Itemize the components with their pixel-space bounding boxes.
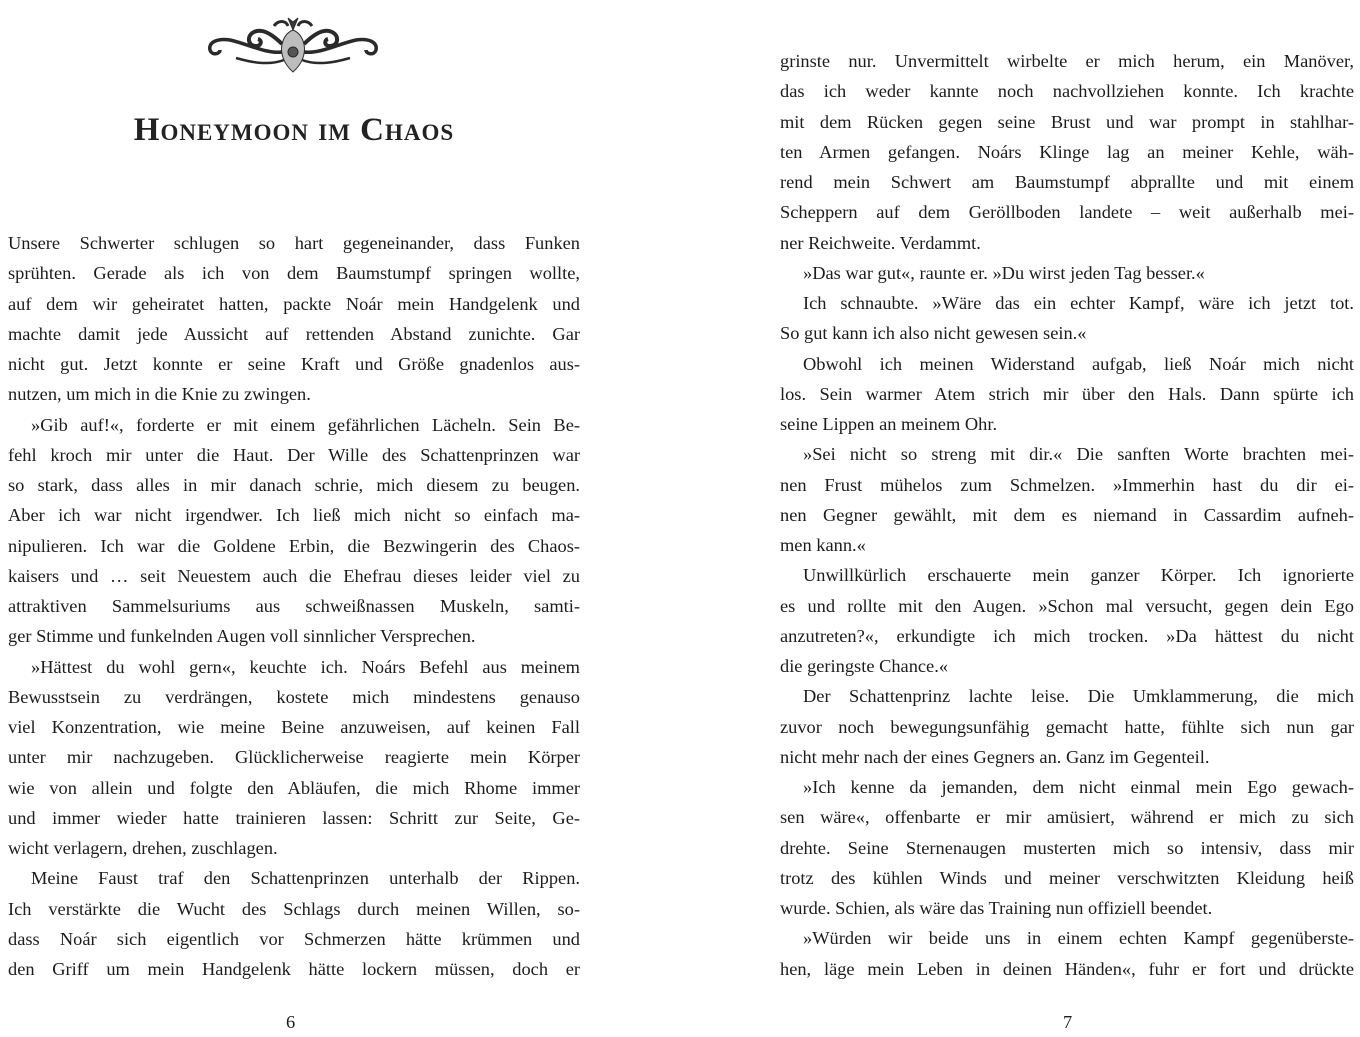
text-line: Scheppern auf dem Geröllboden landete – weit außerhalb mei- xyxy=(780,202,1354,223)
page-number: 7 xyxy=(1063,1012,1073,1032)
text-line: wicht verlagern, drehen, zuschlagen. xyxy=(8,838,278,858)
text-line: anzutreten?«, erkundigte ich mich trocken. »Da hättest du nicht xyxy=(780,625,1354,646)
text-line: dass Noár sich eigentlich vor Schmerzen hätte krümmen und xyxy=(8,928,580,949)
text-line: so stark, dass alles in mir danach schrie, mich diesem zu beugen. xyxy=(8,475,580,495)
text-line: drehte. Seine Sternenaugen musterten mich so intensiv, dass mir xyxy=(780,837,1354,858)
text-line: nipulieren. Ich war die Goldene Erbin, die Bezwingerin des Chaos- xyxy=(8,535,580,556)
text-line: nen Frust mühelos zum Schmelzen. »Immerhin hast du dir ei- xyxy=(780,474,1354,495)
text-line: machte damit jede Aussicht auf rettenden Abstand zunichte. Gar xyxy=(8,323,580,344)
text-line: sprühten. Gerade als ich von dem Baumstumpf springen wollte, xyxy=(8,263,580,284)
text-line: wurde. Schien, als wäre das Training nun offiziell beendet. xyxy=(780,898,1213,918)
text-line: nicht mehr nach der eines Gegners an. Ganz im Gegenteil. xyxy=(780,746,1210,767)
text-line: Unsere Schwerter schlugen so hart gegeneinander, dass Funken xyxy=(8,233,580,253)
text-line: die geringste Chance.« xyxy=(780,656,949,676)
text-line: »Ich kenne da jemanden, dem nicht einmal mein Ego gewach- xyxy=(803,777,1354,797)
text-line: es und rollte mit den Augen. »Schon mal versucht, gegen dein Ego xyxy=(780,595,1354,616)
left-body-text xyxy=(8,228,580,984)
text-line: So gut kann ich also nicht gewesen sein.« xyxy=(780,323,1087,344)
right-page xyxy=(680,0,1360,1037)
text-line: ner Reichweite. Verdammt. xyxy=(780,232,981,253)
ornament-icon xyxy=(188,14,398,78)
text-line: los. Sein warmer Atem strich mir über den Hals. Dann spürte ich xyxy=(780,383,1354,404)
text-line: »Gib auf!«, forderte er mit einem gefährlichen Lächeln. Sein Be- xyxy=(31,414,580,435)
text-line: wie von allein und folgte den Abläufen, die mich Rhome immer xyxy=(8,777,580,798)
text-line: trotz des kühlen Winds und meiner verschwitzten Kleidung heiß xyxy=(780,867,1354,888)
text-line: »Das war gut«, raunte er. »Du wirst jeden Tag besser.« xyxy=(803,262,1205,283)
text-line: Meine Faust traf den Schattenprinzen unterhalb der Rippen. xyxy=(31,868,580,889)
text-line: Aber ich war nicht irgendwer. Ich ließ mich nicht so einfach ma- xyxy=(8,505,580,526)
text-line: attraktiven Sammelsuriums aus schweißnassen Muskeln, samti- xyxy=(8,596,580,616)
text-line: hen, läge mein Leben in deinen Händen«, fuhr er fort und drückte xyxy=(780,958,1354,979)
text-line: Der Schattenprinz lachte leise. Die Umklammerung, die mich xyxy=(803,686,1354,707)
text-line: men kann.« xyxy=(780,535,866,555)
page-number: 6 xyxy=(286,1012,296,1032)
text-line: mit dem Rücken gegen seine Brust und war prompt in stahlhar- xyxy=(780,111,1354,132)
text-line: sen wäre«, offenbarte er mir amüsiert, während er mich zu sich xyxy=(780,807,1354,828)
text-line: nicht gut. Jetzt konnte er seine Kraft und Größe gnadenlos aus- xyxy=(8,354,580,374)
text-line: zuvor noch bewegungsunfähig gemacht hatte, fühlte sich nun gar xyxy=(780,716,1354,737)
text-line: seine Lippen an meinem Ohr. xyxy=(780,414,998,434)
text-line: ger Stimme und funkelnden Augen voll sinnlicher Versprechen. xyxy=(8,626,476,647)
text-line: ten Armen gefangen. Noárs Klinge lag an meiner Kehle, wäh- xyxy=(780,141,1354,162)
text-line: viel Konzentration, wie meine Beine anzuweisen, auf keinen Fall xyxy=(8,717,580,737)
text-line: das ich weder kannte noch nachvollziehen konnte. Ich krachte xyxy=(780,81,1354,102)
right-body-text xyxy=(780,46,1354,984)
text-line: nutzen, um mich in die Knie zu zwingen. xyxy=(8,384,311,405)
text-line: »Hättest du wohl gern«, keuchte ich. Noárs Befehl aus meinem xyxy=(31,656,580,677)
text-line: nen Gegner gewählt, mit dem es niemand in Cassardim aufneh- xyxy=(780,504,1354,525)
text-line: auf dem wir geheiratet hatten, packte Noár mein Handgelenk und xyxy=(8,293,580,314)
text-line: Unwillkürlich erschauerte mein ganzer Körper. Ich ignorierte xyxy=(803,565,1354,586)
chapter-title: Honeymoon im Chaos xyxy=(133,112,455,148)
text-line: grinste nur. Unvermittelt wirbelte er mich herum, ein Manöver, xyxy=(780,51,1354,71)
text-line: Obwohl ich meinen Widerstand aufgab, ließ Noár mich nicht xyxy=(803,353,1354,374)
text-line: unter mir nachzugeben. Glücklicherweise reagierte mein Körper xyxy=(8,747,580,768)
text-line: Ich verstärkte die Wucht des Schlags durch meinen Willen, so- xyxy=(8,898,580,919)
text-line: Ich schnaubte. »Wäre das ein echter Kampf, wäre ich jetzt tot. xyxy=(803,293,1354,313)
text-line: Bewusstsein zu verdrängen, kostete mich mindestens genauso xyxy=(8,686,580,707)
text-line: und immer wieder hatte trainieren lassen: Schritt zur Seite, Ge- xyxy=(8,807,580,828)
text-line: den Griff um mein Handgelenk hätte lockern müssen, doch er xyxy=(8,959,580,979)
text-line: fehl kroch mir unter die Haut. Der Wille des Schattenprinzen war xyxy=(8,444,580,465)
text-line: »Sei nicht so streng mit dir.« Die sanften Worte brachten mei- xyxy=(803,444,1354,465)
text-line: kaisers und … seit Neuestem auch die Ehefrau dieses leider viel zu xyxy=(8,565,580,586)
text-line: »Würden wir beide uns in einem echten Kampf gegenüberste- xyxy=(803,928,1354,949)
text-line: rend mein Schwert am Baumstumpf abprallte und mit einem xyxy=(780,172,1354,192)
